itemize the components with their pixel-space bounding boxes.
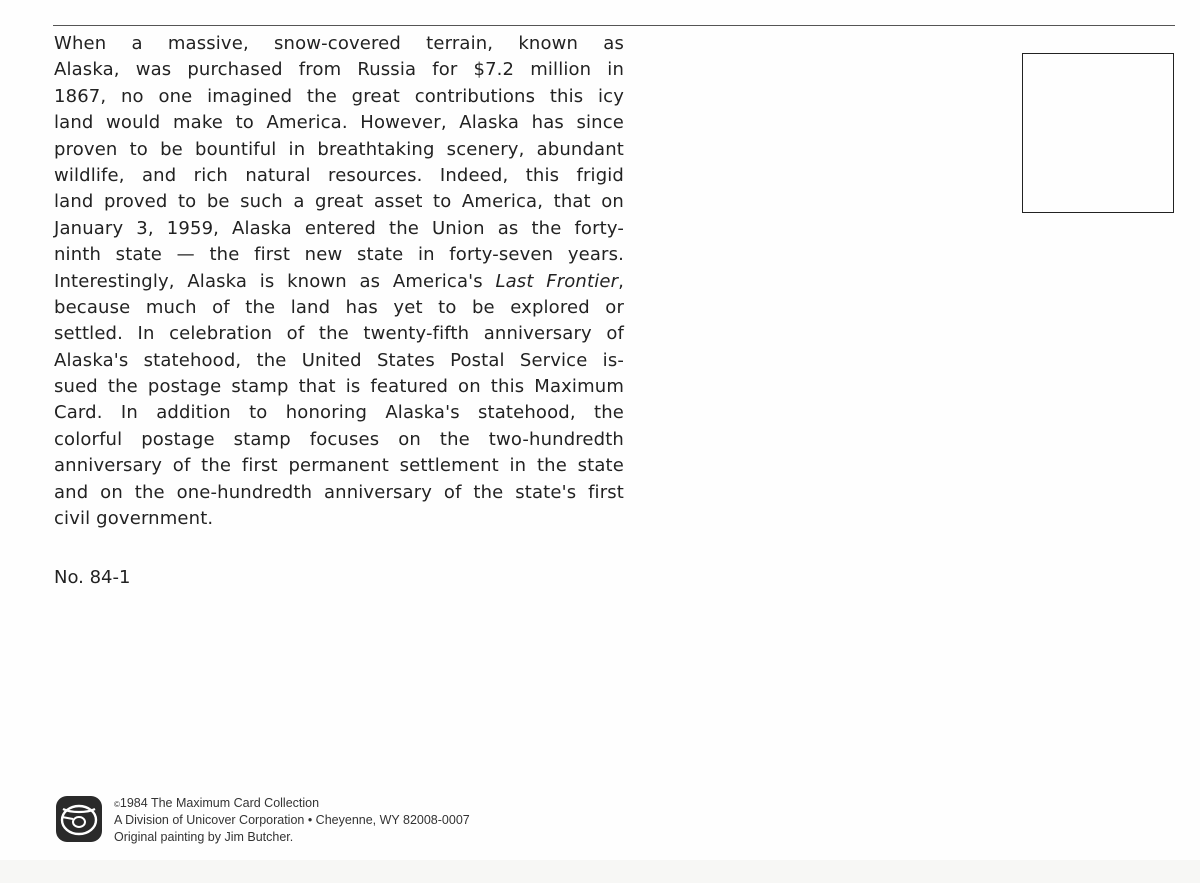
description-line-comma: , xyxy=(618,270,624,292)
copyright-text: 1984 The Maximum Card Collection xyxy=(119,796,320,810)
description-line: wildlife, and rich natural resources. Indeed, this frigid xyxy=(54,164,624,186)
description-line: Alaska's statehood, the United States Postal Service is- xyxy=(54,349,624,371)
description-line: settled. In celebration of the twenty-fifth anniversary of xyxy=(54,323,624,345)
unicover-posthorn-logo-icon xyxy=(55,795,103,843)
copyright-line xyxy=(114,795,470,812)
description-line: because much of the land has yet to be explored or xyxy=(54,296,624,318)
description-line: When a massive, snow-covered terrain, known as xyxy=(54,33,624,54)
description-line: Alaska, was purchased from Russia for $7.2 million in xyxy=(54,59,624,81)
description-line: anniversary of the first permanent settlement in the state xyxy=(54,455,624,477)
description-line-last-frontier xyxy=(54,269,624,295)
description-line: Card. In addition to honoring Alaska's statehood, the xyxy=(54,402,624,424)
description-text xyxy=(54,31,624,532)
painting-credit-line: Original painting by Jim Butcher. xyxy=(114,830,294,844)
stamp-placement-box xyxy=(1022,53,1174,213)
description-line-start: Interestingly, Alaska is known as America's xyxy=(54,270,483,292)
description-line: proven to be bountiful in breathtaking scenery, abundant xyxy=(54,138,624,160)
top-divider-line xyxy=(53,25,1175,26)
description-line: land would make to America. However, Alaska has since xyxy=(54,112,624,134)
description-line: civil government. xyxy=(54,508,214,530)
description-line: land proved to be such a great asset to America, that on xyxy=(54,191,624,213)
last-frontier-italic: Last Frontier xyxy=(495,270,619,292)
card-number: No. 84-1 xyxy=(54,567,131,588)
description-line: and on the one-hundredth anniversary of the state's first xyxy=(54,481,624,503)
description-line: sued the postage stamp that is featured on this Maximum xyxy=(54,376,624,398)
description-line: ninth state — the first new state in forty-seven years. xyxy=(54,244,624,266)
description-line: colorful postage stamp focuses on the two-hundredth xyxy=(54,428,624,450)
description-line: January 3, 1959, Alaska entered the Union as the forty- xyxy=(54,217,624,239)
publisher-footer xyxy=(114,795,470,846)
description-line: 1867, no one imagined the great contributions this icy xyxy=(54,85,624,107)
division-line: A Division of Unicover Corporation • Cheyenne, WY 82008-0007 xyxy=(114,813,470,827)
copyright-symbol: © xyxy=(114,800,120,809)
